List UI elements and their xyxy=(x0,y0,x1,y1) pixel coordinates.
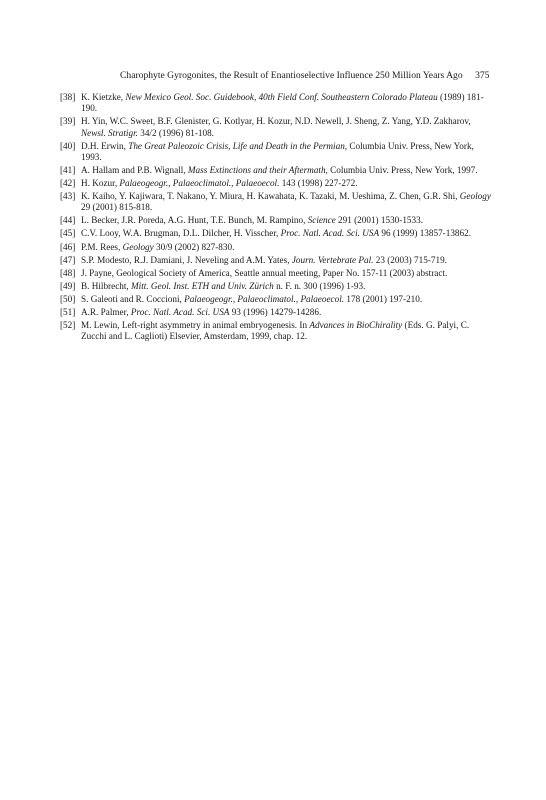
reference-text-segment: S.P. Modesto, R.J. Damiani, J. Neveling and A.M. Yates, xyxy=(81,254,292,265)
reference-text xyxy=(81,307,496,318)
reference-text-segment: n. F. n. 300 (1996) 1-93. xyxy=(273,280,366,291)
reference-text-segment: H. Kozur, xyxy=(81,177,120,188)
reference-text-segment: C.V. Looy, W.A. Brugman, D.L. Dilcher, H. Visscher, xyxy=(81,228,281,239)
reference-source-title: Geology xyxy=(122,241,154,252)
reference-text-segment: B. Hilbrecht, xyxy=(81,280,132,291)
reference-number: [51] xyxy=(60,307,76,318)
reference-number: [46] xyxy=(60,241,76,252)
page-number: 375 xyxy=(475,70,490,81)
reference-item xyxy=(60,165,496,176)
reference-item xyxy=(60,116,496,138)
reference-text-segment: K. Kietzke, xyxy=(81,92,126,102)
reference-number: [40] xyxy=(60,140,76,151)
reference-item xyxy=(60,307,496,318)
reference-text-segment: A.R. Palmer, xyxy=(81,307,131,318)
reference-source-title: Geology xyxy=(459,191,491,202)
reference-text xyxy=(81,141,496,163)
reference-text-segment: Columbia Univ. Press, New York, 1993. xyxy=(81,140,474,162)
reference-number: [44] xyxy=(60,215,76,226)
reference-item xyxy=(60,191,496,213)
reference-source-title: Palaeogeogr., Palaeoclimatol., Palaeoecol. xyxy=(119,177,280,188)
reference-text xyxy=(81,268,496,279)
reference-source-title: Proc. Natl. Acad. Sci. USA xyxy=(130,307,230,318)
reference-source-title: Mitt. Geol. Inst. ETH and Univ. Zürich xyxy=(131,280,274,291)
reference-source-title: Newsl. Stratigr. xyxy=(81,127,138,138)
reference-text-segment: (1989) 181-190. xyxy=(81,92,484,114)
reference-text-segment: 93 (1996) 14279-14286. xyxy=(229,307,322,318)
reference-source-title: Proc. Natl. Acad. Sci. USA xyxy=(280,228,380,239)
reference-text-segment: Columbia Univ. Press, New York, 1997. xyxy=(327,164,478,175)
reference-text-segment: 291 (2001) 1530-1533. xyxy=(335,215,424,226)
reference-text xyxy=(81,255,496,266)
reference-source-title: Mass Extinctions and their Aftermath, xyxy=(187,164,328,175)
reference-text-segment: 34/2 (1996) 81-108. xyxy=(137,127,214,138)
reference-text-segment: 96 (1999) 13857-13862. xyxy=(379,228,471,239)
reference-text-segment: K. Kaiho, Y. Kajiwara, T. Nakano, Y. Miura, H. Kawahata, K. Tazaki, M. Ueshima, Z. Chen, G.R. Shi, xyxy=(81,191,460,202)
reference-text-segment: 178 (2001) 197-210. xyxy=(344,293,423,304)
reference-source-title: Journ. Vertebrate Pal. xyxy=(291,254,374,265)
reference-text-segment: D.H. Erwin, xyxy=(81,140,129,151)
reference-item xyxy=(60,255,496,266)
reference-text xyxy=(81,178,496,189)
reference-text-segment: H. Yin, W.C. Sweet, B.F. Glenister, G. Kotlyar, H. Kozur, N.D. Newell, J. Sheng, Z. Yang, Y.D. Zakharov, xyxy=(81,116,471,127)
reference-source-title: The Great Paleozoic Crisis, Life and Death in the Permian, xyxy=(128,140,348,151)
reference-text-segment: (Eds. G. Palyi, C. Zucchi and L. Caglioti) Elsevier, Amsterdam, 1999, chap. 12. xyxy=(81,320,470,342)
reference-item xyxy=(60,242,496,253)
running-head-title: Charophyte Gyrogonites, the Result of Enantioselective Influence 250 Million Years Ago xyxy=(120,70,463,81)
reference-text-segment: 143 (1998) 227-272. xyxy=(279,177,358,188)
reference-text-segment: J. Payne, Geological Society of America, Seattle annual meeting, Paper No. 157-11 (2003) abstract. xyxy=(81,267,448,278)
reference-number: [39] xyxy=(60,116,76,127)
reference-number: [47] xyxy=(60,254,76,265)
reference-text-segment: 29 (2001) 815-818. xyxy=(81,202,153,213)
reference-number: [49] xyxy=(60,280,76,291)
reference-source-title: Advances in BioChirality xyxy=(309,320,403,331)
reference-text-segment: 30/9 (2002) 827-830. xyxy=(153,241,235,252)
reference-item xyxy=(60,228,496,239)
reference-text xyxy=(81,165,496,176)
reference-source-title: New Mexico Geol. Soc. Guidebook, 40th Field Conf. Southeastern Colorado Plateau xyxy=(125,92,438,102)
reference-item xyxy=(60,215,496,226)
reference-text xyxy=(81,242,496,253)
reference-number: [42] xyxy=(60,177,76,188)
reference-text xyxy=(81,294,496,305)
reference-text xyxy=(81,281,496,292)
reference-item xyxy=(60,178,496,189)
reference-item xyxy=(60,141,496,163)
reference-number: [50] xyxy=(60,293,76,304)
reference-item xyxy=(60,92,496,114)
reference-source-title: Science xyxy=(307,215,336,226)
reference-text-segment: M. Lewin, Left-right asymmetry in animal embryogenesis. In xyxy=(81,320,310,331)
reference-number: [41] xyxy=(60,164,76,175)
reference-number: [52] xyxy=(60,320,76,331)
reference-item xyxy=(60,294,496,305)
reference-text xyxy=(81,92,496,114)
reference-text-segment: S. Galeoti and R. Coccioni, xyxy=(81,293,185,304)
reference-text xyxy=(81,228,496,239)
reference-text xyxy=(81,320,496,342)
reference-source-title: Palaeogeogr., Palaeoclimatol., Palaeoecol. xyxy=(184,293,345,304)
running-head xyxy=(120,70,495,82)
reference-item xyxy=(60,320,496,342)
reference-text-segment: A. Hallam and P.B. Wignall, xyxy=(81,164,188,175)
reference-text-segment: L. Becker, J.R. Poreda, A.G. Hunt, T.E. Bunch, M. Rampino, xyxy=(81,215,308,226)
reference-text xyxy=(81,116,496,138)
reference-number: [38] xyxy=(60,92,76,102)
reference-number: [43] xyxy=(60,191,76,202)
reference-text xyxy=(81,215,496,226)
reference-text-segment: 23 (2003) 715-719. xyxy=(373,254,447,265)
reference-text-segment: P.M. Rees, xyxy=(81,241,123,252)
reference-number: [45] xyxy=(60,228,76,239)
reference-number: [48] xyxy=(60,267,76,278)
reference-text xyxy=(81,191,496,213)
reference-item xyxy=(60,268,496,279)
reference-item xyxy=(60,281,496,292)
reference-list xyxy=(60,92,496,344)
